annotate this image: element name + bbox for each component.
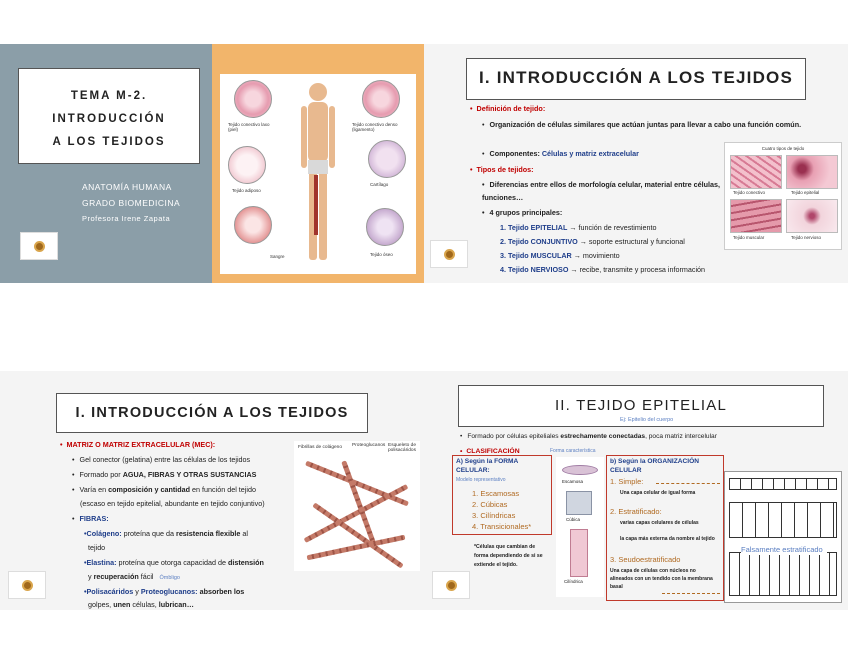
text-fragment: y [88,572,94,581]
organization-desc: varias capas celulares de células [620,520,699,526]
title-line: INTRODUCCIÓN [52,113,166,125]
text-fragment: proteína que da [121,529,177,538]
group-item [500,249,620,262]
mec-bullet-1: • Gel conector (gelatina) entre las células de los tejidos [72,453,250,466]
epithelium-organization-drawing [724,471,842,603]
loose-connective-tissue-icon [234,80,272,118]
cell-label: Escamosa [562,479,584,484]
organization-item: 3. Seudoestratificado [610,555,681,564]
title-line: TEMA M-2. [70,90,148,102]
group-desc: → soporte estructural y funcional [577,237,685,246]
tissue-label: Tejido conectivo [733,190,766,195]
types-heading: • Tipos de tejidos: [470,163,534,176]
squamous-cell-icon [562,465,598,475]
fiber-polysaccharides [84,585,244,598]
organization-desc: Una capa de células con núcleos no alineados con un tendido con la membrana basal [610,568,713,590]
text-fragment-bold: AGUA, FIBRAS Y OTRAS SUSTANCIAS [122,470,257,479]
mec-bullet-2 [72,468,256,481]
tissues-body-illustration [220,74,416,274]
tissue-label: Tejido óseo [370,252,393,257]
group-number: 1. [500,223,506,232]
text-fragment: al [240,529,248,538]
text-fragment-bold: distensión [227,558,264,567]
group-number: 4. [500,265,506,274]
dashed-leader [662,593,720,594]
organization-desc: la capa más externa da nombre al tejido [620,536,715,542]
university-logo [430,240,468,268]
text-fragment-bold: recuperación [93,572,139,581]
tissue-label: Tejido nervioso [791,235,822,240]
tissue-label: Tejido conectivo laxo (piel) [228,122,270,132]
organization-item: 2. Estratificado: [610,507,662,516]
mec-bullet-3 [72,483,256,496]
components-value: Células y matriz extracelular [541,149,639,158]
fiber-polysaccharides-line2 [88,598,194,610]
professor-text: Profesora Irene Zapata [82,214,171,223]
components-text [482,147,639,160]
handwritten-note: Ómbligo [159,575,180,581]
tissue-label: Tejido epitelial [791,190,820,195]
simple-epithelium-icon [729,478,837,490]
cartilage-icon [368,140,406,178]
text-fragment-bold: estrechamente conectadas [560,433,646,440]
image-label: Esqueleto de polisacáridos [388,443,417,453]
definition-text [482,118,822,131]
text-fragment: en función del tejido [190,485,256,494]
handwritten-note: Ej: Epitelio del cuerpo [620,417,674,423]
handwritten-note: Falsamente estratificado [741,544,827,555]
text-fragment: y [133,587,141,596]
groups-heading: • 4 grupos principales: [482,206,562,219]
blood-icon [234,206,272,244]
stratified-epithelium-icon [729,502,837,538]
group-name: Tejido CONJUNTIVO [508,237,578,246]
text-fragment: fácil [138,572,154,581]
text-fragment: Varía en [79,485,109,494]
fiber-elastin [84,556,264,569]
image-label: Fibrillas de colágeno [298,445,342,450]
slide-3-extracellular-matrix[interactable] [0,371,424,610]
columnar-cell-icon [570,529,588,577]
connective-tissue-icon [730,155,782,189]
group-number: 3. [500,251,506,260]
fiber-name: Proteoglucanos: [140,587,198,596]
group-name: Tejido NERVIOSO [508,265,569,274]
slide-4-epithelial-tissue[interactable] [424,371,848,610]
pseudostratified-epithelium-icon [729,552,837,596]
university-logo [432,571,470,599]
text-fragment-bold: composición y cantidad [108,485,191,494]
tissue-label: Tejido muscular [733,235,765,240]
mec-bullet-3-line2: (escaso en tejido epitelial, abundante en tejido conjuntivo) [80,499,265,508]
muscle-tissue-icon [730,199,782,233]
mec-heading: • MATRIZ O MATRIZ EXTRACELULAR (MEC): [60,438,215,451]
fiber-collagen-line2: tejido [88,543,106,552]
slide-title: I. INTRODUCCIÓN A LOS TEJIDOS [478,68,794,87]
slide-1-title[interactable] [0,44,424,283]
human-body-icon [300,80,336,268]
text-fragment: proteína que otorga capacidad de [116,558,228,567]
components-label: Componentes: [489,149,542,158]
group-desc: → movimiento [571,251,620,260]
footnote: *Células que cambian de forma dependiendo de si se extiende el tejido. [474,544,543,568]
form-item: 3. Cilíndricas [472,511,516,520]
organization-heading: b) Según la ORGANIZACIÓN CELULAR [610,458,700,474]
group-desc: → función de revestimiento [567,223,657,232]
text-fragment: , poca matriz intercelular [645,433,717,440]
slide-title: I. INTRODUCCIÓN A LOS TEJIDOS [75,405,349,421]
group-number: 2. [500,237,506,246]
epithelial-tissue-icon [786,155,838,189]
cell-shapes-drawing [556,457,604,597]
slide-title: II. TEJIDO EPITELIAL [554,397,728,414]
group-item [500,263,705,276]
four-tissue-types-image [724,142,842,250]
epithelial-intro [460,430,717,443]
tissue-label: Tejido adiposo [232,188,261,193]
group-desc: → recibe, transmite y procesa información [568,265,706,274]
form-item: 2. Cúbicas [472,500,508,509]
slide-title-box [56,393,368,433]
text-fragment: Formado por [79,470,123,479]
image-label: Proteoglucanos [352,443,386,448]
university-logo [20,232,58,260]
fibras-heading [72,512,109,525]
tissue-label: Sangre [270,254,285,259]
fiber-elastin-line2 [88,570,180,585]
group-item [500,235,685,248]
cell-label: Cúbica [566,517,581,522]
group-item [500,221,656,234]
fiber-collagen [84,527,248,540]
slide-2-introduction[interactable] [424,44,848,283]
nervous-tissue-icon [786,199,838,233]
handwritten-note: Modelo representativo [456,477,506,483]
text-fragment: golpes, [88,600,114,609]
fibras-label: FIBRAS: [79,514,109,523]
form-item: 1. Escamosas [472,489,520,498]
definition-text-content: Organización de células similares que actúan juntas para llevar a cabo una función común. [489,120,802,129]
group-name: Tejido EPITELIAL [508,223,568,232]
image-caption: Cuatro tipos de tejido [761,146,805,151]
title-line: A LOS TEJIDOS [52,136,166,148]
organization-desc: Una capa celular de igual forma [620,490,696,496]
form-item: 4. Transicionales* [472,522,532,531]
fiber-name: •Colágeno: [84,529,122,538]
text-fragment: Formado por células epiteliales [467,433,561,440]
form-heading: A) Según la FORMA CELULAR: [456,458,519,474]
fiber-name: •Polisacáridos [84,587,134,596]
definition-heading: • Definición de tejido: [470,102,545,115]
dense-connective-tissue-icon [362,80,400,118]
cuboidal-cell-icon [566,491,592,515]
text-fragment: células, [130,600,159,609]
types-differences: • Diferencias entre ellos de morfología celular, material entre células, funciones… [482,178,722,204]
group-name: Tejido MUSCULAR [508,251,572,260]
text-fragment-bold: absorben los [197,587,245,596]
fiber-name: •Elastina: [84,558,117,567]
text-fragment-bold: unen [113,600,131,609]
slide-title-box [466,58,806,100]
tissue-label: Cartílago [370,182,389,187]
text-fragment-bold: lubrican… [158,600,194,609]
organization-item: 1. Simple: [610,477,644,486]
text-fragment-bold: resistencia flexible [176,529,241,538]
cell-label: Cilíndrica [564,579,583,584]
title-box [18,68,200,164]
degree-text: GRADO BIOMEDICINA [82,198,181,208]
handwritten-note: Forma característica [550,448,596,454]
classification-heading: • CLASIFICACIÓN [460,445,520,458]
adipose-tissue-icon [228,146,266,184]
tissue-label: Tejido conectivo denso (ligamento) [352,122,398,132]
subject-text: ANATOMÍA HUMANA [82,182,172,192]
university-logo [8,571,46,599]
dashed-leader [656,483,720,484]
bone-tissue-icon [366,208,404,246]
extracellular-matrix-image [294,441,420,571]
